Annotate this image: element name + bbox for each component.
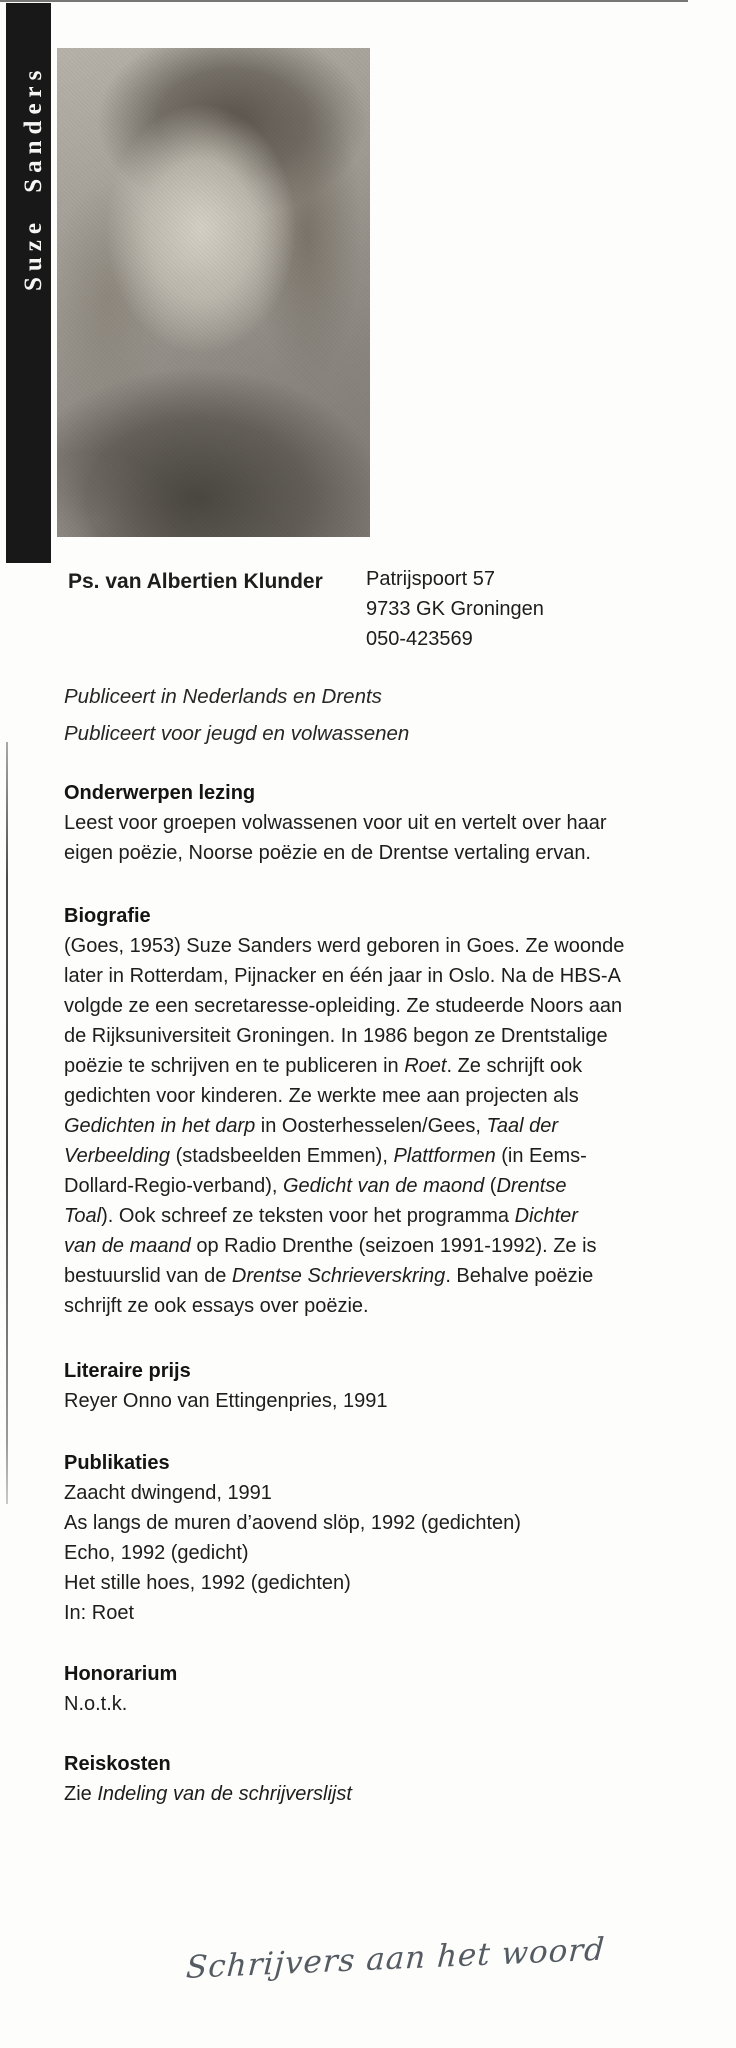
publishing-info-lines: Publiceert in Nederlands en Drents Publiceert voor jeugd en volwassenen: [64, 685, 410, 745]
handwritten-note: Schrijvers aan het woord: [185, 1931, 607, 1986]
section-reiskosten: [64, 1749, 694, 1809]
section-title: Honorarium: [64, 1663, 178, 1685]
address-block: Patrijspoort 57 9733 GK Groningen 050-423569: [366, 568, 544, 650]
section-lines: Zie Indeling van de schrijverslijst: [64, 1783, 352, 1805]
section-lines: (Goes, 1953) Suze Sanders werd geboren in Goes. Ze woonde later in Rotterdam, Pijnacker en één jaar in Oslo. Na de HBS-A volgde ze een secretaresse-opleiding. Ze studeerde Noors aan de Rijksuniversiteit Groningen. In 1986 begon ze Drentstalige poëzie te schrijven en te publiceren in Roet. Ze schrijft ook gedichten voor kinderen. Ze werkte mee aan projecten als Gedichten in het darp in Oosterhesselen/Gees, Taal der Verbeelding (stadsbeelden Emmen), Plattformen (in Eems- Dollard-Regio-verband), Gedicht van de maond (Drentse Toal). Ook schreef ze teksten voor het programma Dichter van de maand op Radio Drenthe (seizoen 1991-1992). Ze is bestuurslid van de Drentse Schrieverskring. Behalve poëzie schrijft ze ook essays over poëzie.: [64, 935, 625, 1317]
scan-top-edge-line: [0, 0, 688, 2]
author-portrait-photo: [57, 48, 370, 537]
section-title: Publikaties: [64, 1452, 170, 1474]
section-lines: Zaacht dwingend, 1991 As langs de muren d’aovend slöp, 1992 (gedichten) Echo, 1992 (gedicht) Het stille hoes, 1992 (gedichten) In: Roet: [64, 1482, 521, 1624]
section-lines: Reyer Onno van Ettingenpries, 1991: [64, 1390, 388, 1412]
section-biografie: [64, 901, 694, 1321]
section-title: Onderwerpen lezing: [64, 782, 256, 804]
section-lines: N.o.t.k.: [64, 1693, 128, 1715]
scan-left-edge-line: [6, 742, 8, 1504]
author-name-vertical-text: Suze Sanders: [20, 64, 47, 291]
section-onderwerpen-lezing: [64, 778, 694, 868]
section-honorarium: [64, 1659, 694, 1719]
section-title: Reiskosten: [64, 1753, 171, 1775]
section-publikaties: [64, 1448, 694, 1628]
section-literaire-prijs: [64, 1356, 694, 1416]
section-title: Literaire prijs: [64, 1360, 191, 1382]
author-name-sidebar: [6, 3, 51, 563]
pseudonym-line: Ps. van Albertien Klunder: [68, 570, 323, 593]
section-title: Biografie: [64, 905, 151, 927]
section-lines: Leest voor groepen volwassenen voor uit en vertelt over haar eigen poëzie, Noorse poëzie en de Drentse vertaling ervan.: [64, 812, 607, 864]
